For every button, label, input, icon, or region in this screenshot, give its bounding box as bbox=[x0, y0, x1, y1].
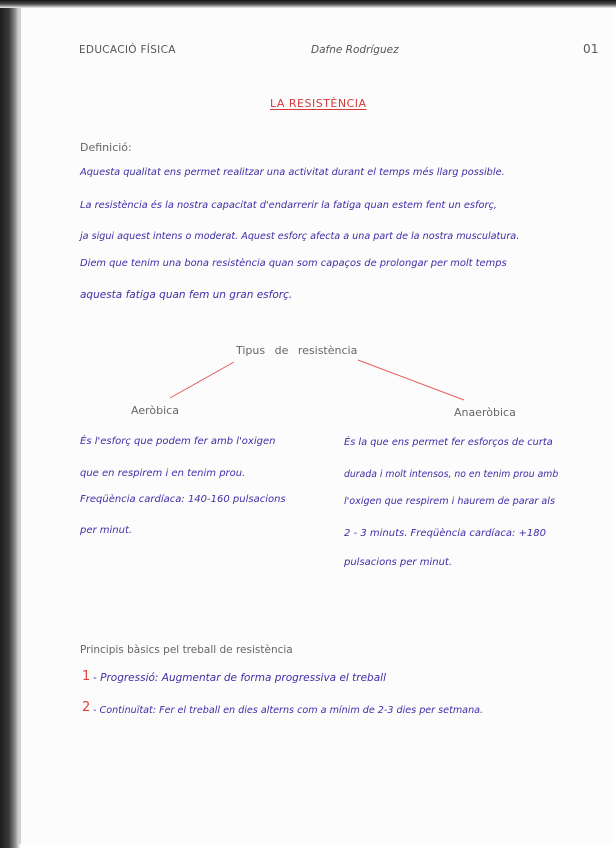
definition-line: aquesta fatiga quan fem un gran esforç. bbox=[80, 289, 293, 301]
principle-text: - Continuïtat: Fer el treball en dies alterns com a mínim de 2-3 dies per setmana. bbox=[93, 705, 484, 716]
page-shadow bbox=[18, 8, 21, 844]
scan-edge-top bbox=[0, 0, 616, 8]
principle-text: - Progressió: Augmentar de forma progressiva el treball bbox=[93, 672, 386, 684]
anaerobic-line: És la que ens permet fer esforços de curta bbox=[344, 437, 553, 448]
anaerobic-line: pulsacions per minut. bbox=[344, 557, 453, 568]
principle-number: 2 bbox=[82, 700, 91, 715]
aerobic-line: que en respirem i en tenim prou. bbox=[80, 468, 246, 479]
scan-edge-left bbox=[0, 0, 20, 848]
subject-label: EDUCACIÓ FÍSICA bbox=[79, 44, 176, 56]
aerobic-line: Freqüència cardíaca: 140-160 pulsacions bbox=[80, 494, 286, 505]
definition-heading: Definició: bbox=[80, 141, 132, 154]
anaerobic-label: Anaeròbica bbox=[454, 406, 516, 419]
definition-line: Aquesta qualitat ens permet realitzar una activitat durant el temps més llarg possible. bbox=[80, 167, 505, 178]
anaerobic-line: l'oxigen que respirem i haurem de parar als bbox=[344, 496, 555, 507]
author-name: Dafne Rodríguez bbox=[311, 44, 399, 56]
principle-number: 1 bbox=[82, 669, 91, 684]
anaerobic-line: durada i molt intensos, no en tenim prou amb bbox=[344, 469, 559, 480]
types-heading: Tipus de resistència bbox=[236, 344, 358, 357]
aerobic-label: Aeròbica bbox=[131, 404, 179, 417]
definition-line: Diem que tenim una bona resistència quan som capaços de prolongar per molt temps bbox=[80, 258, 507, 269]
anaerobic-line: 2 - 3 minuts. Freqüència cardíaca: +180 bbox=[344, 528, 546, 539]
page-title: LA RESISTÈNCIA bbox=[270, 97, 367, 110]
definition-line: La resistència és la nostra capacitat d'endarrerir la fatiga quan estem fent un esforç, bbox=[80, 200, 497, 211]
principles-heading: Principis bàsics pel treball de resistència bbox=[80, 644, 293, 656]
aerobic-line: És l'esforç que podem fer amb l'oxigen bbox=[80, 436, 276, 447]
notebook-page bbox=[20, 8, 612, 844]
page-number: 01 bbox=[583, 42, 599, 56]
aerobic-line: per minut. bbox=[80, 525, 133, 536]
definition-line: ja sigui aquest intens o moderat. Aquest esforç afecta a una part de la nostra musculatura. bbox=[80, 231, 520, 242]
